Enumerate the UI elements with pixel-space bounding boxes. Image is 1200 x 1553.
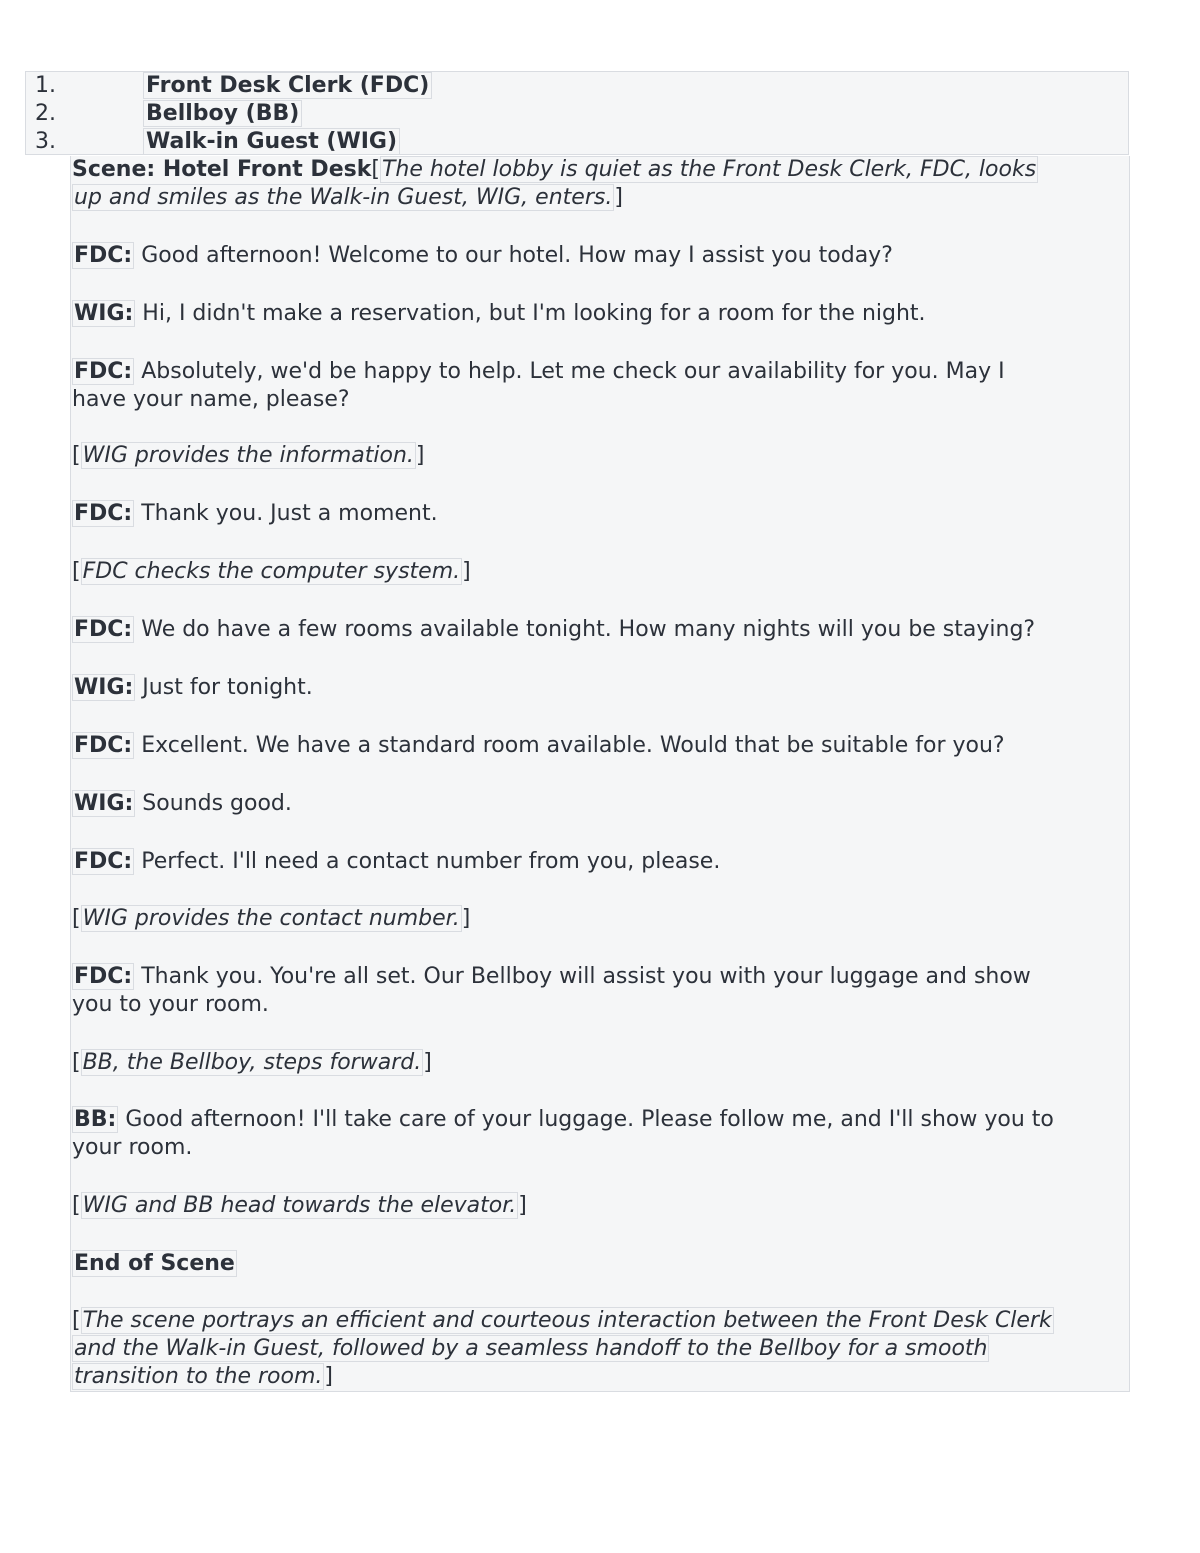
closing-text: and the Walk-in Guest, followed by a seamless handoff to the Bellboy for a smooth	[74, 1336, 988, 1361]
dialogue-line	[72, 674, 1132, 702]
speaker-label: FDC:	[74, 964, 133, 989]
dialogue-line	[72, 963, 1132, 1019]
dialogue-text: Absolutely, we'd be happy to help. Let me check our availability for you. May I	[134, 359, 1005, 384]
speaker-label: FDC:	[74, 359, 133, 384]
dialogue-text: Thank you. Just a moment.	[134, 501, 438, 526]
speaker-label: BB:	[74, 1107, 117, 1132]
scene-heading: Scene: Hotel Front Desk[The hotel lobby is quiet as the Front Desk Clerk, FDC, looks up and smiles as the Walk-in Guest, WIG, enters.]	[72, 157, 1037, 210]
stage-direction-line: [WIG provides the information.]	[72, 443, 425, 468]
speaker-label: FDC:	[74, 617, 133, 642]
stage-direction: up and smiles as the Walk-in Guest, WIG, enters.	[74, 185, 613, 210]
script-body	[70, 156, 1130, 1392]
stage-direction: WIG provides the contact number.	[82, 906, 460, 931]
stage-direction-line: [WIG and BB head towards the elevator.]	[72, 1193, 527, 1218]
speaker-label: FDC:	[74, 849, 133, 874]
cast-number: 3.	[35, 129, 56, 154]
dialogue-text: Excellent. We have a standard room available. Would that be suitable for you?	[134, 733, 1005, 758]
cast-name: Walk-in Guest (WIG)	[143, 128, 400, 155]
cast-list	[25, 71, 1129, 155]
end-of-scene	[72, 1250, 1132, 1278]
cast-name: Front Desk Clerk (FDC)	[143, 72, 432, 99]
dialogue-line	[72, 616, 1132, 644]
speaker-label: FDC:	[74, 733, 133, 758]
speaker-label: WIG:	[74, 675, 134, 700]
dialogue-line	[72, 300, 1132, 328]
dialogue-line	[72, 848, 1132, 876]
dialogue-line	[72, 732, 1132, 760]
dialogue-line	[72, 242, 1132, 270]
stage-direction: FDC checks the computer system.	[82, 559, 461, 584]
scene-title: Scene: Hotel Front Desk	[72, 157, 372, 182]
closing-text: The scene portrays an efficient and courteous interaction between the Front Desk Clerk	[82, 1308, 1052, 1333]
dialogue-line	[72, 1106, 1132, 1162]
dialogue-text: have your name, please?	[72, 387, 350, 412]
speaker-label: WIG:	[74, 791, 134, 816]
speaker-label: FDC:	[74, 243, 133, 268]
dialogue-text: Sounds good.	[135, 791, 292, 816]
dialogue-text: Just for tonight.	[135, 675, 313, 700]
cast-item	[35, 72, 432, 100]
closing-note: [The scene portrays an efficient and courteous interaction between the Front Desk Clerk and the Walk-in Guest, followed by a seamless handoff to the Bellboy for a smooth transition to the room.]	[72, 1308, 1052, 1389]
dialogue-text: Hi, I didn't make a reservation, but I'm looking for a room for the night.	[135, 301, 926, 326]
dialogue-text: your room.	[72, 1135, 193, 1160]
speaker-label: WIG:	[74, 301, 134, 326]
speaker-label: FDC:	[74, 501, 133, 526]
dialogue-text: Perfect. I'll need a contact number from you, please.	[134, 849, 721, 874]
dialogue-line	[72, 500, 1132, 528]
cast-number: 2.	[35, 101, 56, 126]
stage-direction: The hotel lobby is quiet as the Front Desk Clerk, FDC, looks	[381, 157, 1037, 182]
stage-direction-line: [FDC checks the computer system.]	[72, 559, 471, 584]
dialogue-line	[72, 790, 1132, 818]
dialogue-text: you to your room.	[72, 992, 269, 1017]
closing-text: transition to the room.	[74, 1364, 323, 1389]
stage-direction: WIG provides the information.	[82, 443, 414, 468]
stage-direction: WIG and BB head towards the elevator.	[82, 1193, 517, 1218]
dialogue-line	[72, 358, 1132, 414]
cast-item	[35, 100, 302, 128]
dialogue-text: Good afternoon! I'll take care of your luggage. Please follow me, and I'll show you to	[118, 1107, 1054, 1132]
cast-name: Bellboy (BB)	[143, 100, 302, 127]
dialogue-text: We do have a few rooms available tonight. How many nights will you be staying?	[134, 617, 1036, 642]
cast-item	[35, 128, 400, 156]
end-scene-label: End of Scene	[74, 1251, 235, 1276]
dialogue-text: Good afternoon! Welcome to our hotel. How may I assist you today?	[134, 243, 893, 268]
dialogue-text: Thank you. You're all set. Our Bellboy will assist you with your luggage and show	[134, 964, 1031, 989]
cast-number: 1.	[35, 73, 56, 98]
stage-direction-line: [BB, the Bellboy, steps forward.]	[72, 1050, 432, 1075]
stage-direction: BB, the Bellboy, steps forward.	[82, 1050, 422, 1075]
stage-direction-line: [WIG provides the contact number.]	[72, 906, 471, 931]
